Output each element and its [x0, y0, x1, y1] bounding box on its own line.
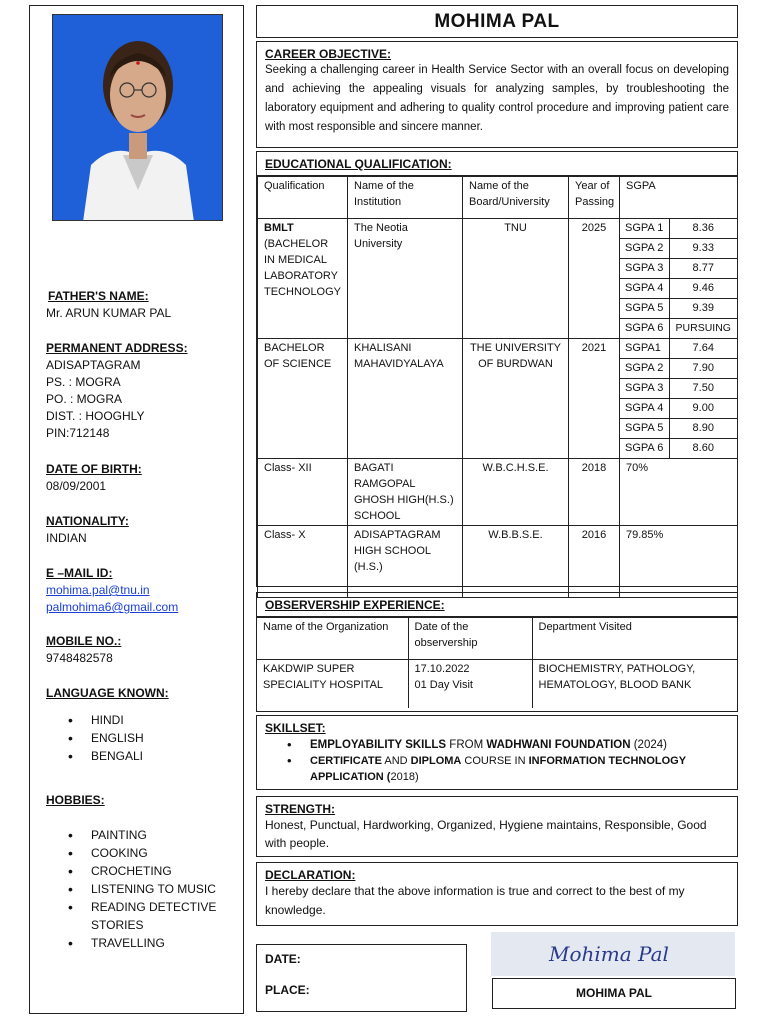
mobile-value: 9748482578 [46, 651, 113, 665]
sgpa-table [620, 219, 737, 338]
list-item: • EMPLOYABILITY SKILLS FROM WADHWANI FOUNDATION (2024) [265, 737, 729, 753]
institution-cell: KHALISANI MAHAVIDYALAYA [348, 339, 463, 459]
board-cell: W.B.B.S.E. [463, 526, 569, 598]
year-cell: 2025 [569, 219, 620, 339]
department-cell: BIOCHEMISTRY, PATHOLOGY, HEMATOLOGY, BLOOD BANK [532, 660, 737, 708]
address-label: PERMANENT ADDRESS: [46, 341, 188, 355]
career-title: CAREER OBJECTIVE: [265, 47, 392, 61]
board-cell: TNU [463, 219, 569, 339]
sgpa-value: 9.46 [669, 279, 737, 299]
profile-photo [52, 14, 223, 221]
declaration-title: DECLARATION: [265, 868, 356, 882]
sgpa-value: 8.77 [669, 259, 737, 279]
career-text: Seeking a challenging career in Health Service Sector with an overall focus on developing and achieving the appealing visuals for analyzing samples, by troubleshooting the laboratory equipment and adhering to quality control procedure and improving patient care with most responsible and sincere manner. [265, 64, 729, 133]
nationality-value: INDIAN [46, 531, 87, 545]
signature-name-box [492, 978, 736, 1009]
signature-image [491, 932, 735, 976]
email-link-secondary[interactable]: palmohima6@gmail.com [46, 600, 179, 614]
qualification-cell: Class- XII [258, 459, 348, 526]
skill-list [265, 737, 729, 785]
sgpa-value: 8.60 [669, 439, 737, 459]
sgpa-value: 7.90 [669, 359, 737, 379]
career-section [256, 41, 738, 148]
declaration-text: I hereby declare that the above information is true and correct to the best of my knowledge. [265, 884, 685, 917]
observership-date: 17.10.2022 [414, 663, 470, 675]
header-cell: Qualification [258, 177, 348, 219]
list-item: • ENGLISH [46, 729, 241, 747]
signature: Mohima Pal [549, 942, 669, 966]
table-row [258, 219, 738, 339]
qualification-cell [258, 219, 348, 339]
sgpa-value: 8.90 [669, 419, 737, 439]
declaration-section [256, 862, 738, 926]
board-cell: W.B.C.H.S.E. [463, 459, 569, 526]
sgpa-label: SGPA 1 [620, 219, 669, 239]
institution-cell: The Neotia University [348, 219, 463, 339]
sgpa-label: SGPA 3 [620, 259, 669, 279]
institution-cell: BAGATI RAMGOPAL GHOSH HIGH(H.S.) SCHOOL [348, 459, 463, 526]
sgpa-label: SGPA 4 [620, 279, 669, 299]
table-row [258, 526, 738, 598]
sgpa-label: SGPA 2 [620, 239, 669, 259]
language-list [46, 711, 241, 765]
score-cell: 70% [620, 459, 738, 526]
name-header [256, 5, 738, 38]
strength-title: STRENGTH: [265, 802, 335, 816]
header-cell: Name of the Organization [257, 618, 408, 660]
dob-label: DATE OF BIRTH: [46, 462, 142, 476]
score-cell: 79.85% [620, 526, 738, 598]
header-cell: Department Visited [532, 618, 737, 660]
list-item: • CERTIFICATE AND DIPLOMA COURSE IN INFORMATION TECHNOLOGY APPLICATION (2018) [265, 753, 729, 785]
qualification-cell: Class- X [258, 526, 348, 598]
dob-value: 08/09/2001 [46, 479, 107, 493]
year-cell: 2018 [569, 459, 620, 526]
mobile-label: MOBILE NO.: [46, 634, 122, 648]
address-line: DIST. : HOOGHLY [46, 409, 145, 423]
observership-duration: 01 Day Visit [414, 679, 473, 691]
list-item: • TRAVELLING [46, 934, 241, 952]
sgpa-label: SGPA 6 [620, 319, 669, 339]
sgpa-table [620, 339, 737, 458]
nationality-section [46, 513, 241, 547]
list-item: • READING DETECTIVE STORIES [46, 898, 241, 934]
dob-section [46, 461, 241, 495]
strength-section [256, 796, 738, 857]
board-cell: THE UNIVERSITY OF BURDWAN [463, 339, 569, 459]
sgpa-value: 7.64 [669, 339, 737, 359]
sgpa-label: SGPA 3 [620, 379, 669, 399]
qualification-cell: BACHELOR OF SCIENCE [258, 339, 348, 459]
sgpa-value: 9.00 [669, 399, 737, 419]
sgpa-label: SGPA 4 [620, 399, 669, 419]
sgpa-value: PURSUING [669, 319, 737, 339]
signature-name: MOHIMA PAL [576, 986, 652, 1000]
candidate-name: MOHIMA PAL [434, 11, 560, 32]
date-cell [408, 660, 532, 708]
sgpa-value: 7.50 [669, 379, 737, 399]
sgpa-cell [620, 219, 738, 339]
header-cell: Date of the observership [408, 618, 532, 660]
nationality-label: NATIONALITY: [46, 514, 129, 528]
table-row [258, 339, 738, 459]
table-row [258, 459, 738, 526]
table-header-row [258, 177, 738, 219]
qualification-short: BMLT [264, 222, 294, 234]
sgpa-label: SGPA 2 [620, 359, 669, 379]
institution-cell: ADISAPTAGRAM HIGH SCHOOL (H.S.) [348, 526, 463, 598]
sgpa-value: 8.36 [669, 219, 737, 239]
sgpa-value: 9.33 [669, 239, 737, 259]
language-section [46, 685, 241, 765]
place-label: PLACE: [265, 983, 310, 997]
header-cell: Name of the Board/University [463, 177, 569, 219]
email-link-primary[interactable]: mohima.pal@tnu.in [46, 583, 150, 597]
list-item: • CROCHETING [46, 862, 241, 880]
address-line: PIN:712148 [46, 426, 110, 440]
date-place-box [256, 944, 467, 1012]
list-item: • BENGALI [46, 747, 241, 765]
sgpa-label: SGPA 5 [620, 299, 669, 319]
skillset-title: SKILLSET: [265, 721, 326, 735]
email-label: E –MAIL ID: [46, 566, 113, 580]
father-label: FATHER'S NAME: [48, 289, 149, 303]
list-item: • COOKING [46, 844, 241, 862]
year-cell: 2016 [569, 526, 620, 598]
father-section [46, 288, 241, 322]
mobile-section [46, 633, 241, 667]
father-value: Mr. ARUN KUMAR PAL [46, 306, 172, 320]
header-cell: Name of the Institution [348, 177, 463, 219]
qualification-full: (BACHELOR IN MEDICAL LABORATORY TECHNOLOGY [264, 238, 342, 298]
hobbies-label: HOBBIES: [46, 793, 105, 807]
observership-table [257, 617, 737, 708]
observership-title: OBSERVERSHIP EXPERIENCE: [257, 593, 737, 617]
address-section [46, 340, 241, 442]
address-line: ADISAPTAGRAM [46, 358, 141, 372]
address-line: PO. : MOGRA [46, 392, 123, 406]
sgpa-label: SGPA 6 [620, 439, 669, 459]
list-item: • HINDI [46, 711, 241, 729]
list-item: • PAINTING [46, 826, 241, 844]
education-title: EDUCATIONAL QUALIFICATION: [257, 152, 737, 176]
strength-text: Honest, Punctual, Hardworking, Organized, Hygiene maintains, Responsible, Good with people. [265, 818, 707, 850]
organization-cell: KAKDWIP SUPER SPECIALITY HOSPITAL [257, 660, 408, 708]
list-item: • LISTENING TO MUSIC [46, 880, 241, 898]
language-label: LANGUAGE KNOWN: [46, 686, 169, 700]
date-label: DATE: [265, 952, 301, 966]
header-cell: SGPA [620, 177, 738, 219]
table-header-row [257, 618, 737, 660]
education-table [257, 176, 738, 598]
sgpa-label: SGPA 5 [620, 419, 669, 439]
observership-section [256, 592, 738, 712]
hobbies-section [46, 792, 241, 952]
table-row [257, 660, 737, 708]
sgpa-label: SGPA1 [620, 339, 669, 359]
skillset-section [256, 715, 738, 790]
left-column [29, 5, 244, 1014]
hobbies-list [46, 826, 241, 952]
sgpa-value: 9.39 [669, 299, 737, 319]
address-line: PS. : MOGRA [46, 375, 121, 389]
year-cell: 2021 [569, 339, 620, 459]
email-section [46, 565, 241, 616]
sgpa-cell [620, 339, 738, 459]
education-section [256, 151, 738, 587]
header-cell: Year of Passing [569, 177, 620, 219]
